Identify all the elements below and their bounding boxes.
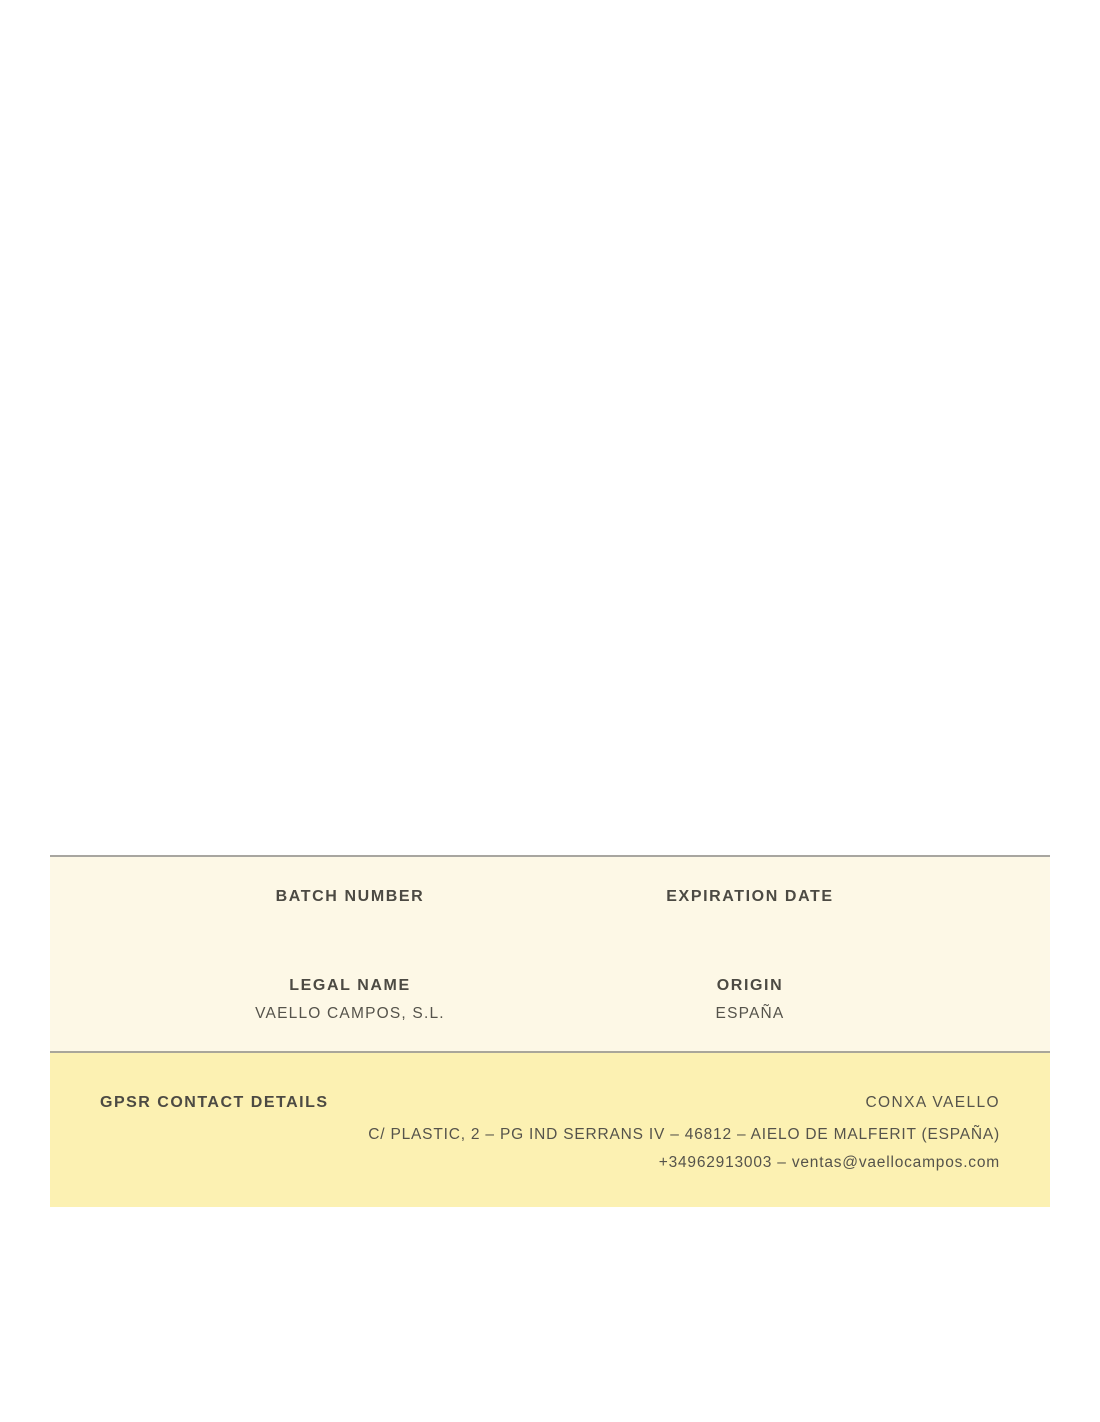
gpsr-section <box>50 1051 1050 1207</box>
gpsr-phone-email: +34962913003 – ventas@vaellocampos.com <box>658 1154 1000 1171</box>
specs-column-right <box>450 857 1050 1051</box>
legal-name-label: LEGAL NAME <box>289 977 411 994</box>
legal-name-value: VAELLO CAMPOS, S.L. <box>255 1005 445 1022</box>
gpsr-header-row <box>100 1093 1000 1113</box>
expiration-date-label: EXPIRATION DATE <box>666 888 834 905</box>
product-info-panel <box>50 855 1050 1207</box>
gpsr-address: C/ PLASTIC, 2 – PG IND SERRANS IV – 46812 – AIELO DE MALFERIT (ESPAÑA) <box>368 1126 1000 1143</box>
gpsr-contact-name: CONXA VAELLO <box>865 1094 1000 1111</box>
specs-section <box>50 855 1050 1051</box>
gpsr-title: GPSR CONTACT DETAILS <box>100 1094 329 1111</box>
origin-label: ORIGIN <box>716 977 784 994</box>
origin-value: ESPAÑA <box>715 1005 785 1022</box>
batch-number-label: BATCH NUMBER <box>275 888 425 905</box>
